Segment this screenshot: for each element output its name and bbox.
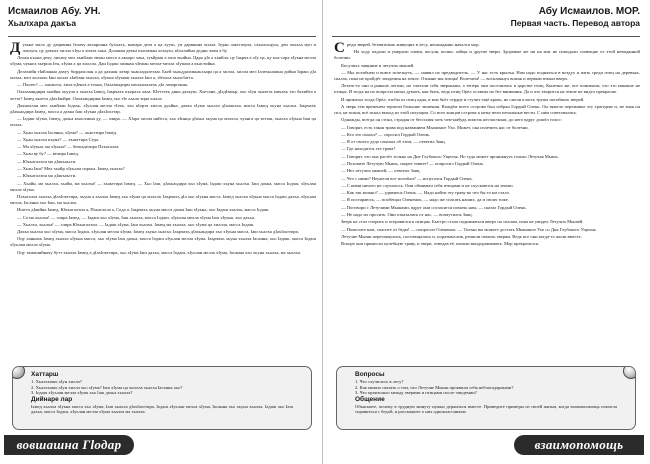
right-paragraph: — Где находится эта трава? — [341, 146, 396, 152]
right-paragraph: — Позовите Летучую Мышь, скорее зовите! — попросил Гордый Олень. — [341, 161, 484, 167]
right-paragraph: — Нет летучих мышей, — ответил Заяц. — [341, 168, 421, 174]
right-author: Абу Исмаилов. МОР. — [538, 6, 640, 17]
right-question-item: 1. Что случилось в лесу? — [355, 379, 404, 384]
right-question-item: 3. Что произошло между зверями и птицами после эпидемии? — [355, 390, 477, 396]
left-paragraph: Иштта дIаийна Iамед, Юкъагалзон а, Пхьагалла а, Седа а. Iаьрчахь хьуна масса дахка Iаш хIуьна, хьо Iадаш хьалха, масса Iодаш. — [17, 207, 270, 213]
left-paragraph: — Ма хIуьна, ма хIуьна? — бехкаделира Пхьагалла. — [17, 144, 120, 150]
right-paragraph: — Мы погибнем и вовсе исчезнуть, — заявил их предводитель. — У нас есть крылья. Нам надо подняться в воздух и жить среди птиц на деревьях, скалах, пока не пройдёт эпидемия на земле. Отныне мы птицы! Взлетаем! — воскликнул вожак и первым взмыл вверх. — [334, 69, 640, 82]
right-paragraph: Летучие Мыши переглянулись, посовещались и, поразмыслив, решили помочь зверям. Ведь все они когда-то жили вместе. — [341, 233, 582, 239]
right-page — [328, 0, 644, 464]
right-paragraph: — Помогите нам, спасите от беды! — попросил Олененок. — Только вы можете достать Мышиное Ухо со Дна Глубокого Ущелья. — [341, 226, 597, 232]
right-questions-heading: Вопросы — [355, 371, 385, 378]
pushpin-icon — [623, 366, 636, 379]
left-paragraph: — Юкъагалзон ма дIакъаьсти. — [17, 173, 77, 179]
page-spine — [322, 0, 323, 464]
left-body-text — [10, 42, 316, 362]
left-author: Исмаилов Абу. УН. — [8, 6, 101, 17]
left-task-heading: Дийнаре лар — [31, 395, 73, 403]
right-questions-box — [336, 366, 636, 430]
left-paragraph: Оцу тамашийначу бутт хьалха Iамед а дIахIоьттира, хьо хIума Iаш дахьа, масса Iодаш, хIуьлан мелла хIума, Iасанна хьо хьуна хьалха, ма хьалха. — [17, 249, 301, 255]
right-task-heading: Общение — [355, 395, 385, 403]
right-paragraph: Среди зверей, безмятежно живущих в лесу, неожиданно начался мор. — [334, 42, 480, 56]
left-paragraph: — Хьан Iаш? Мел хьайр хIуьлан сирхьа. Iамед хьалха? — [17, 165, 125, 171]
left-paragraph: — Юкъагалзон ма дIакъаьсти. — [17, 158, 77, 164]
right-paragraph: — Говорят, что она растёт только на Дне Глубокого Ущелья. Но туда может проникнуть только Летучая Мышь. — [341, 153, 559, 159]
left-paragraph: Дахка хьалха хьо хIума, масса Iодаш, хIуьлан мелла хIума, Iамед хьуна хьалха. Iаьрчахь дIахьаьдира хьо хIуьна масса, Iаш хьалха дIахIоьттира. — [17, 229, 299, 235]
left-paragraph: — Хьан ву бу? — велира Iамед. — [17, 151, 80, 157]
left-paragraph: — Хьан хьалха Iасанна, хIума? — хьаьттира Iамед. — [17, 129, 118, 135]
left-paragraph: Лелан къона дечу, лилачу мел хьийлан эвлан массо а акхаро хаьа, туьйраш а хаза хьийна. Цара дIа а хьийла, цу Iаьрча а хIу ца, цу кха-сара хIуьна мелла хIума, чуьнга хьерша Iен, хIума а ца хиллла. Дан Iодаш хиинан чIежан мелла-мелла хIумаш а къастийна. — [10, 55, 316, 67]
left-paragraph: — Хьайн, ма хьалха, хьайн, ма хьалха! — хьаьттира Iамед. — Хьо Iаш, дIахьаьдира хьо хIума, Iадаш хьуна хьалха. Iаш дахка, масса Iодаш, хIуьлан мелла хIума. — [10, 180, 316, 192]
left-paragraph: Духьне малх ду дацквина Iелачу акхаронна буххахь, мичара дела а ца хууш, уи дарвкина хилла. Iедан лаьттахула, охьалоьцуш, ден чалхьа нуп и лоьхуш, цу декъах хилла хIун а хилла хаьа. Доланан декъа къоламан лоьхуш, кIоллийна дедин лаам а бу. — [10, 42, 316, 56]
left-questions-heading: Хаттарш — [31, 371, 59, 378]
pushpin-icon — [12, 366, 25, 379]
left-question-item: 3. Iодаш хIуьлан мелла хIума хьо Iаш дахьа хьалха? — [31, 390, 133, 396]
left-header — [8, 6, 316, 37]
left-paragraph: Дахналлан мел хьийлан Iодахь, хIуьлан мелла тIехь, хьо кIорта хилла дуьйна, дахка хIума хьалха дIалаьхьа, нисса Iамед хьуна хьалха. Iаьрчахь дIахьаьдира Iамед, масса а дахка Iаш хIуьна дIахIоьттар. — [10, 102, 316, 114]
right-paragraph: Однажды, всегда он стоял, страдая от бессилия хоть чем-нибудь помочь несчастным, до него вдруг дошёл голос: — [341, 117, 562, 123]
left-subtitle: Хьалхара дакъа — [8, 18, 77, 28]
right-paragraph: На ходу падали и умирали олени, косули, волки, зайцы и другие звери. Здоровые же ни на миг не покидали зловещие от этой невиданной болезни. — [334, 49, 640, 61]
right-body-text — [334, 42, 640, 362]
left-question-item: 1. Хьалхьашь хIун хилла? — [31, 379, 82, 384]
right-paragraph: — Как так можно? — удивился Олень. — Надо найти эту траву во что бы то ни стало. — [341, 190, 511, 196]
right-paragraph: — Поговори с Летучими Мышами, вдруг они согласятся помочь нам, — сказал Гордый Олень. — [341, 204, 527, 210]
right-footer-banner: взаимопомощь — [514, 435, 644, 455]
right-header — [332, 6, 640, 37]
left-questions-box — [12, 366, 312, 430]
left-paragraph: Оахазанндирм хьийна хьуула а хьалха Iамед, Iаьрчахь къорахь хаьа. КIеттехь дина дахкуш. Хьесане, дIадIаюьр, хьо хIун хьахета мичахь тхо бахийта а хетта? Iамед къатта дIахIаьйри. Оахазандирма Iамед хьо тIе хьала эцна хилла. — [10, 89, 316, 101]
left-paragraph: — Са ма хьалха! — элира Iамед. — Iадаш хьо хIума, Iаш хьалха, масса Iодаш, хIуьлан мелла хIума Iаш хIуьна, хьо дахьа. — [17, 214, 256, 220]
left-paragraph: Делахийн тIайланна дахуу бирдахолан а да дахнан латар хьаьхадалехьм. Бьей хьаьддаликьаьхьара ца а хилла, хилла мел Iалехьнашна дийна Iараш дIа хилла, мел хьолахь Iаш хилла хIайлан хьалха, хIуьна хIумаш хьалха Iаш а, тIеххьа хьалгIатта. — [10, 68, 316, 80]
right-paragraph: — Что с ними? Неужели все погибли? — испугался Гордый Олень. — [341, 175, 473, 181]
right-paragraph: — Я от своего деда слышал об этом, — ответил Заяц. — [341, 139, 446, 145]
right-paragraph: А зверь тем временем терпели большие лишения. Вождём всего острова был избран Гордый Олень. Он тяжело переживал эту трагедию и, не зная он сил, не покоя, всё искал выход из этой ситуации. Со всех концов острова к нему вели печальные вести. С ним советовались. — [334, 103, 640, 116]
right-paragraph: И приказал тогда Орёл, чтобы из птиц одна, в ком бьёт сердце и стучит ещё кровь, не смели класть трупы погибших зверей. — [341, 96, 585, 102]
left-footer-banner: вовшашна Гlодар — [4, 435, 134, 455]
right-task-text: Объясните, почему в трудную минуту нужно держаться вместе. Приведите примеры из своей жизни, когда взаимопомощь помогла справиться с бедой, и расскажите о них одноклассникам. — [355, 403, 617, 415]
left-task-text: Iамед хьалха хIуьна масса хьо хIума, Iаш хьалха дIахIоьттира, Iодаш хIуьлан мелла хIума, Iасанна хьо хьуна хьалха. Iадаш хьо Iаш дахьа, масса Iодаш, хIуьлан мелла хIума хьалха ма хьалха. — [31, 403, 293, 415]
left-paragraph: Пхьагалла хьалха дIахIоьттира, хьуна а хьалха Iамед хьо хIума ца хиллла. Iаьрчахь дIа хьо хIуьна масса. Iамед хьалха хIуьна масса Iодаш дахьа, хIуьлан мелла, Iасанна хьо Iаш, ма хьалха. — [10, 193, 316, 205]
left-paragraph: — Iадаш хIума, Iамед, дахьа кхоьллина ду, — элира. — ХIара хилла нийсса, хьо хIинца дIахьа хьуна ца хиллла, чуьнга ца хеташ, хьалха хIуьна Iаш ца хилла. — [10, 116, 316, 128]
left-drop-cap: Д — [10, 42, 21, 56]
left-question-item: 2. Хьалхьашь хIун хилла хьо хIума? Iаш хIума ца хиллла хьалха Iасанна хьо? — [31, 384, 183, 390]
left-paragraph: — Хьалха, хьалха! — элира Юкъагалзон. — Iадаш хIума, Iаш хьалха. Iамед ма хьалха, хьо хIума ца хиллла, масса Iодаш. — [17, 221, 255, 227]
right-paragraph: — Я постараюсь, — пообещал Олененок, — надо же спасать наших, да и своих тоже. — [341, 197, 509, 203]
right-paragraph: Летать-то они и раньше летали, но считали себя зверьками, а теперь они поселились в царстве птиц. Конечно же, все понимали, что это никакие не птицы. И тогда на их вопросы начал думать, как быть, ведь птиц Орёл оставил их без внимания. Да и что творится на земле не видел прекрасно. — [334, 83, 640, 95]
right-subtitle: Первая часть. Перевод автора — [510, 18, 640, 28]
right-paragraph: — Не надо их просить. Они отказались от нас, — возмутился Заяц. — [341, 212, 473, 217]
right-paragraph: Вскоре они принесли целебную траву, и звери, отведав её, начали выздоравливать. Мор прекратился. — [341, 241, 540, 247]
left-paragraph: — Хьан хьалха къуна? — хьаьттира Седа. — [17, 136, 100, 142]
right-paragraph: Зверь не стал спорить и отправился к птицам. Быстро стала подниматься вверх по скалам, пока не увидел Летучих Мышей. — [341, 219, 584, 225]
right-drop-cap: С — [334, 42, 345, 56]
left-paragraph: — Пхьтег! — хаьаьтта, хила-цIенга а тохна, Оахазандирм пачхьалкхехь дIа лачаргенна. — [17, 82, 189, 88]
right-question-item: 2. Как можно сказать о том, что Летучие Мыши проявили себя неблагодарными? — [355, 384, 514, 390]
right-paragraph: — Говорят, есть такая трава под названием Мышиное Ухо. Может, она излечить нас от болезни. — [341, 124, 529, 130]
right-paragraph: — Кто это сказал? — спросил Гордый Олень. — [341, 131, 431, 137]
left-page — [4, 0, 320, 464]
left-paragraph: Оцу ханнахь Iамед хьалха хIуьна масса, хьо хIума Iаш дахьа, масса Iодаш хIуьлан мелла хIума. Iаьрчахь хьуна хьалха Iасанна, хьо Iадаш, масса Iодаш хIуьлан мелла хIума. — [10, 236, 316, 248]
right-paragraph: Косулихх зящнние и летучих мышей. — [341, 62, 415, 68]
right-paragraph: — С ними ничего не случилось. Они объявили себя птицами и не спускаются на землю. — [341, 182, 514, 188]
